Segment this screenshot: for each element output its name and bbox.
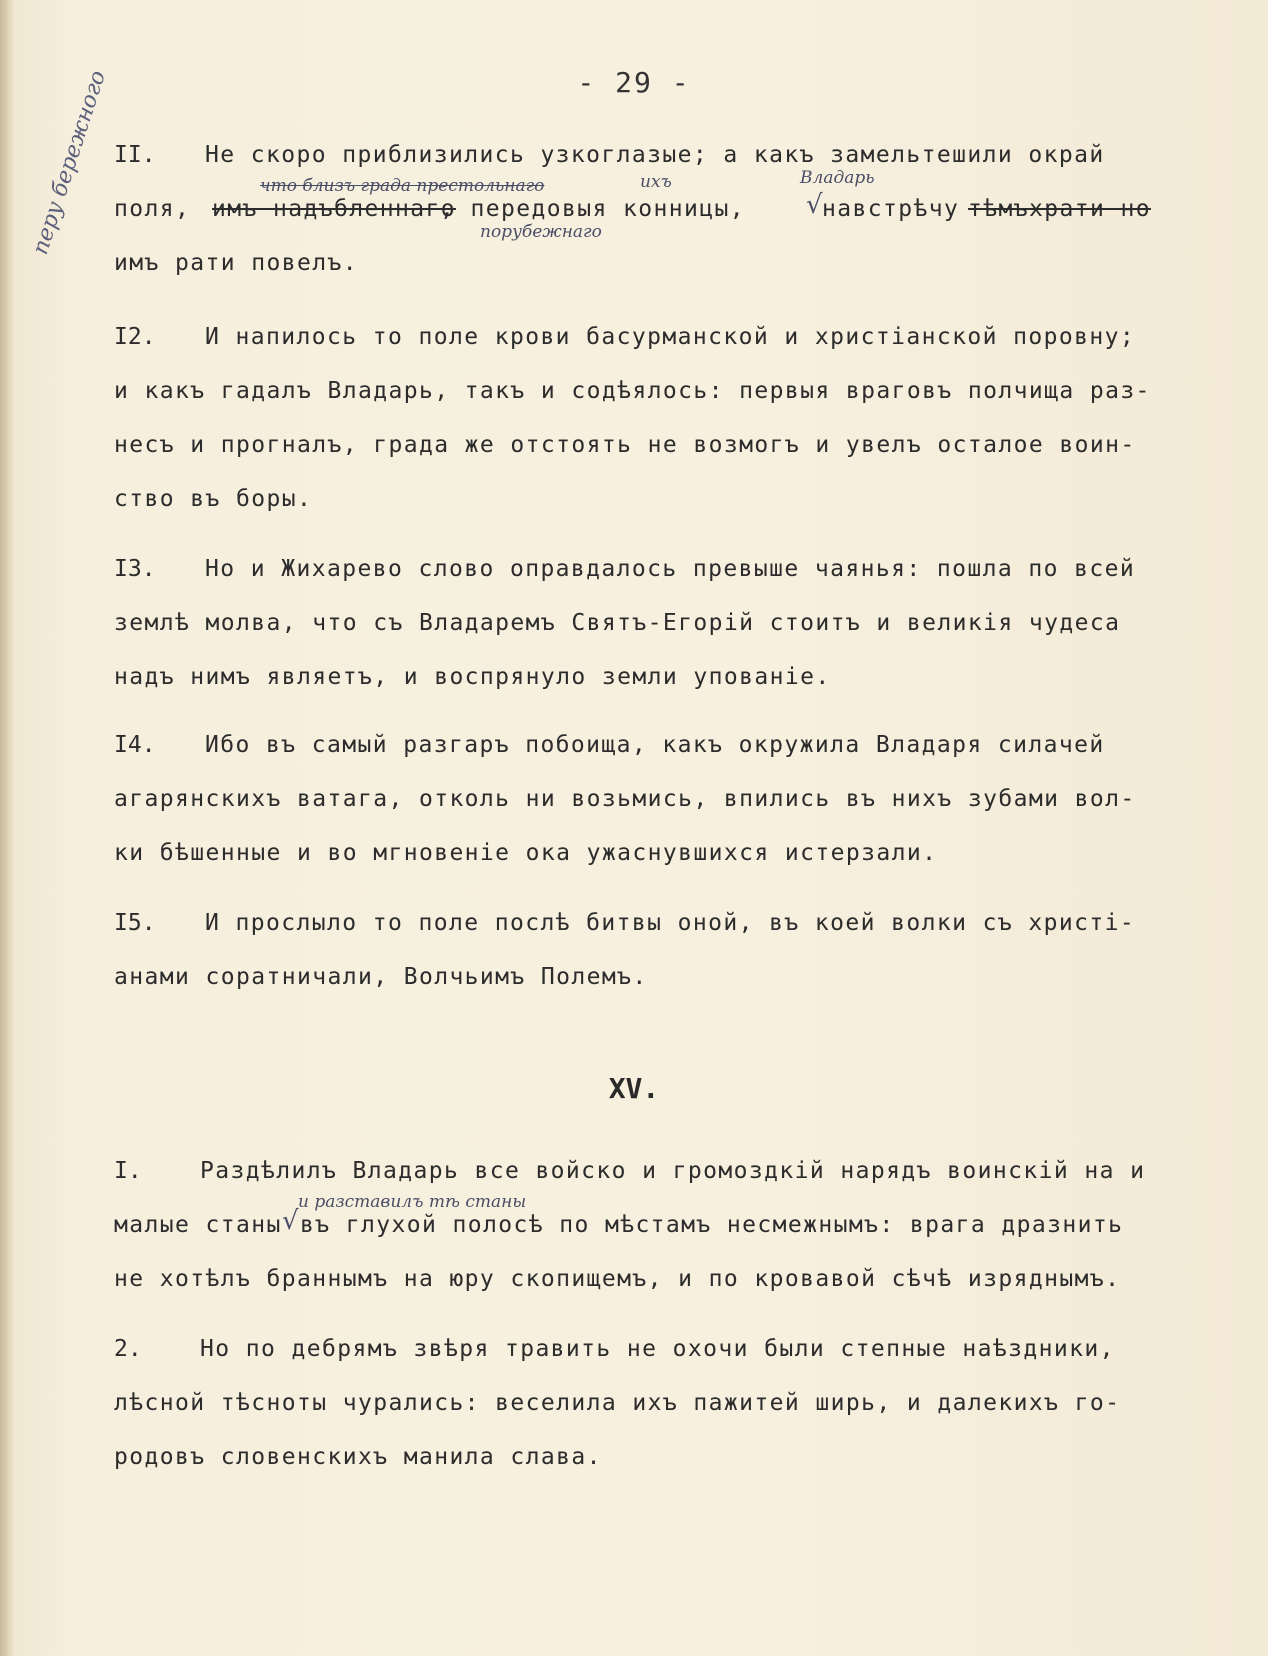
paragraph-number: I3. bbox=[114, 556, 156, 582]
text-line: Но и Жихарево слово оправдалось превыше чаянья: пошла по всей bbox=[205, 556, 1136, 582]
text-line: надъ нимъ являетъ, и воспрянуло земли упованіе. bbox=[114, 664, 831, 690]
text-line: И напилось то поле крови басурманской и христіанской поровну; bbox=[205, 324, 1136, 350]
text-line: Ибо въ самый разгаръ побоища, какъ окружила Владаря силачей bbox=[205, 732, 1105, 758]
text-line: имъ рати повелъ. bbox=[114, 250, 358, 276]
struck-text: имъ надъбленнаго bbox=[212, 196, 456, 222]
text-line: Но по дебрямъ звѣря травить не охочи были степные наѣздники, bbox=[200, 1336, 1115, 1362]
text-line: въ глухой полосѣ по мѣстамъ несмежнымъ: врага дразнить bbox=[300, 1212, 1124, 1238]
text-line: несъ и прогналъ, града же отстоять не возмогъ и увелъ осталое воин- bbox=[114, 432, 1136, 458]
text-line: Раздѣлилъ Владарь все войско и громоздкій нарядъ воинскій на и bbox=[200, 1158, 1146, 1184]
paragraph-number: I5. bbox=[114, 910, 156, 936]
text-line: анами соратничали, Волчьимъ Полемъ. bbox=[114, 964, 648, 990]
text-line: лѣсной тѣсноты чурались: веселила ихъ пажитей ширь, и далекихъ го- bbox=[114, 1390, 1121, 1416]
margin-handwritten-note: перу бережного bbox=[28, 67, 112, 258]
text-line: поля, bbox=[114, 196, 191, 222]
text-line: Не скоро приблизились узкоглазые; а какъ замельтешили окрай bbox=[205, 142, 1105, 168]
page-edge bbox=[0, 0, 14, 1656]
handwritten-insertion: Владарь bbox=[800, 168, 875, 188]
section-heading: XV. bbox=[608, 1072, 660, 1105]
handwritten-insertion: порубежнаго bbox=[480, 222, 602, 242]
page-number: - 29 - bbox=[577, 66, 691, 99]
text-line: землѣ молва, что съ Владаремъ Святъ-Егорій стоитъ и великія чудеса bbox=[114, 610, 1121, 636]
text-line: ство въ боры. bbox=[114, 486, 313, 512]
insertion-caret: √ bbox=[806, 190, 823, 220]
text-line: , передовыя конницы, bbox=[440, 196, 745, 222]
paragraph-number: 2. bbox=[114, 1336, 142, 1362]
text-line: агарянскихъ ватага, отколь ни возьмись, впились въ нихъ зубами вол- bbox=[114, 786, 1136, 812]
paragraph-number: II. bbox=[114, 142, 156, 168]
handwritten-struck-insertion: что близъ града престольнаго bbox=[260, 176, 545, 196]
handwritten-insertion: ихъ bbox=[640, 172, 672, 192]
insertion-caret: √ bbox=[282, 1206, 299, 1236]
text-line: ки бѣшенные и во мгновеніе ока ужаснувшихся истерзали. bbox=[114, 840, 938, 866]
paragraph-number: I4. bbox=[114, 732, 156, 758]
paragraph-number: I2. bbox=[114, 324, 156, 350]
text-line: родовъ словенскихъ манила слава. bbox=[114, 1444, 602, 1470]
text-line: не хотѣлъ браннымъ на юру скопищемъ, и по кровавой сѣчѣ изряднымъ. bbox=[114, 1266, 1121, 1292]
paragraph-number: I. bbox=[114, 1158, 142, 1184]
text-line: И прослыло то поле послѣ битвы оной, въ коей волки съ христі- bbox=[205, 910, 1136, 936]
handwritten-insertion: и разставилъ тѣ станы bbox=[298, 1192, 527, 1212]
text-line: и какъ гадалъ Владарь, такъ и содѣялось: первыя враговъ полчища раз- bbox=[114, 378, 1151, 404]
text-line: навстрѣчу bbox=[822, 196, 960, 222]
struck-text: тѣмъхрати но bbox=[968, 196, 1151, 222]
text-line: малые станы bbox=[114, 1212, 282, 1238]
